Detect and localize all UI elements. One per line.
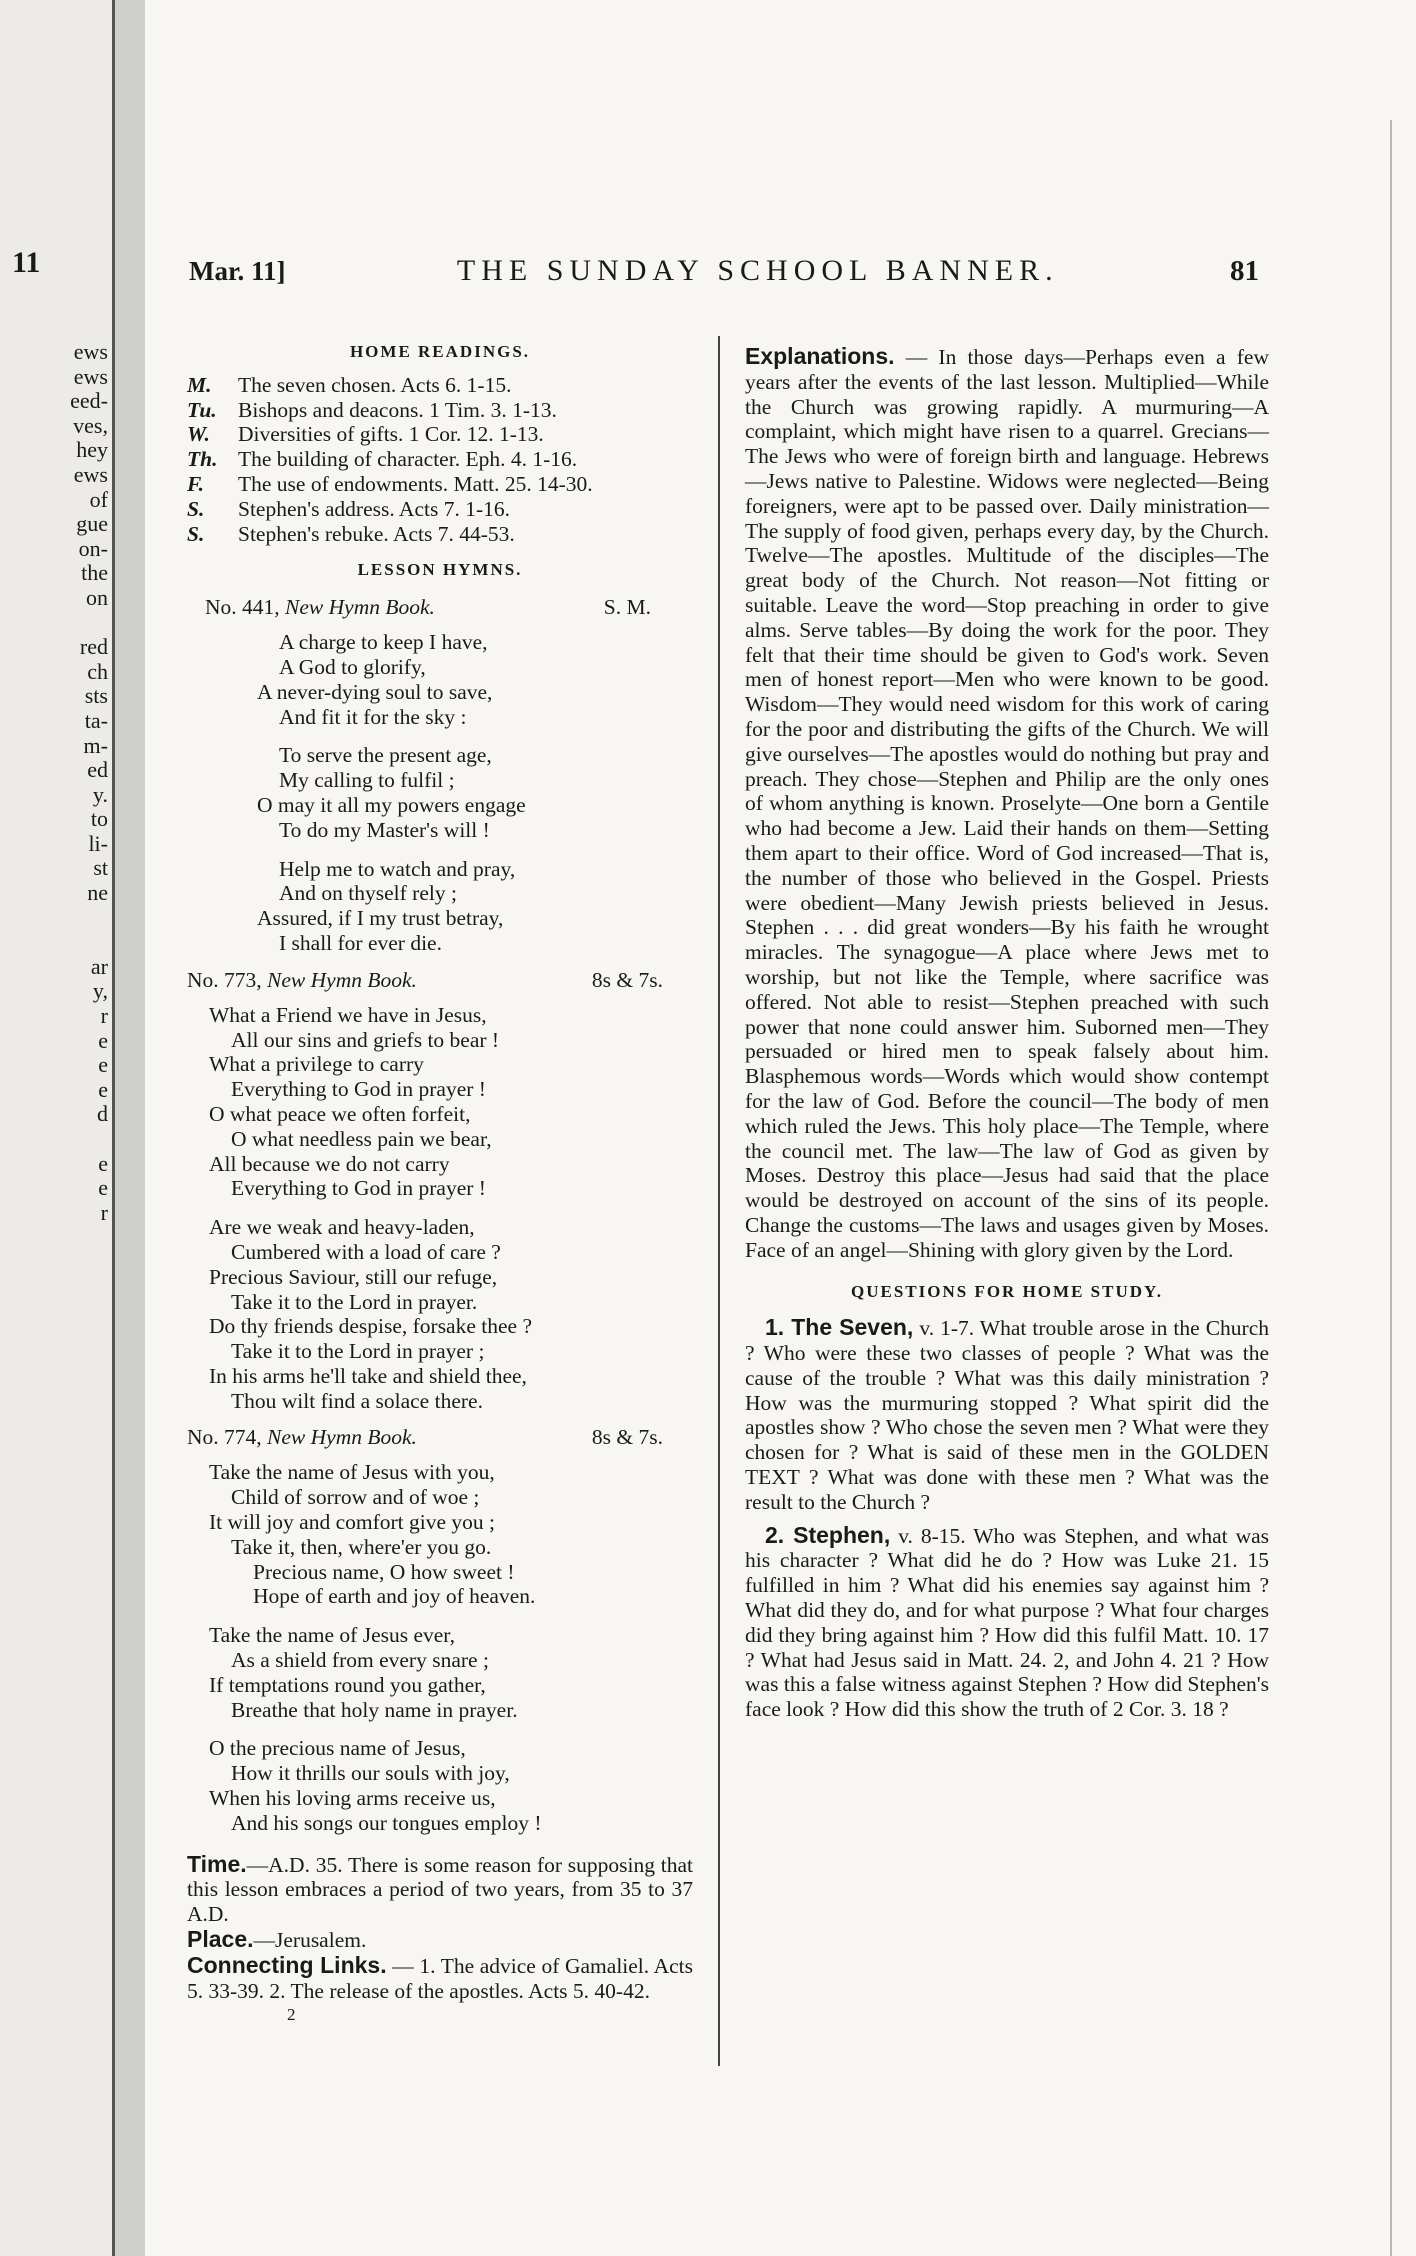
hymn-meter: 8s & 7s. [591,967,663,992]
facing-page-fragments [0,340,112,1225]
reading-text: Bishops and deacons. 1 Tim. 3. 1-13. [238,397,557,422]
question-section-label: 1. The Seven, [765,1314,914,1341]
explanations-text: — In those days—Perhaps even a few years after the events of the last lesson. Multiplied—While the Church was growing rapidly. A murmuring—A complaint, which might have risen to a quarrel. Grecians—The Jews who were of foreign birth and language. Hebrews—Jews native to Palestine. Widows were neglected—Being foreigners, were apt to be passed over. Daily ministration—The supply of food given, perhaps every day, by the Church. Twelve—The apostles. Multitude of the disciples—The great body of the Church. Not reason—Not fitting or suitable. Leave the word—Stop preaching in order to give alms. Serve tables—By doing the work for the poor. They felt that their time should be given to God's work. Seven men of honest report—Men who were known to be good. Wisdom—They would need wisdom for this work of caring for the poor and distributing the gifts of the Church. We will give ourselves—The apostles would do nothing but pray and preach. They chose—Stephen and Philip are the only ones of whom anything is known. Proselyte—One born a Gentile who had become a Jew. Laid their hands on them—Setting them apart to their office. Word of God increased—That is, the number of those who believed in the Gospel. Priests were obedient—Many Jewish priests believed in Jesus. Stephen . . . did great wonders—By his faith he wrought miracles. The synagogue—A place where Jews met to worship, but not like the Temple, where sacrifice was offered. Not able to resist—Stephen preached with such power that none could answer him. Suborned men—They persuaded or hired men to speak falsely about him. Blasphemous words—Words which would show contempt for the law of God. Before the council—The body of men which ruled the Jews. This holy place—The Temple, where the council met. The law—The law of God as given by Moses. Destroy this place—Jesus had said that the place would be destroyed on account of the sins of its people. Change the customs—The laws and usages given by Moses. Face of an angel—Shining with glory given by the Lord. [745,345,1269,1262]
page [145,0,1416,2256]
reading-text: The building of character. Eph. 4. 1-16. [238,447,578,472]
hymn-line: O what peace we often forfeit, [209,1101,471,1126]
hymn-line: Take the name of Jesus ever, [209,1623,455,1648]
connecting-links-text: — 1. The advice of Gamaliel. Acts 5. 33-39. 2. The release of the apostles. Acts 5. 40-42. [187,1953,693,2003]
header-date: Mar. 11] [189,256,286,286]
facing-page-fragment: r [100,1199,108,1225]
explanations-label: Explanations. [745,343,895,369]
reading-day: S. [187,521,205,546]
facing-page-fragment: e [98,1175,108,1201]
hymn-line: Cumbered with a load of care ? [231,1239,501,1264]
hymn-line: A God to glorify, [279,654,426,679]
hymn-stanza [187,1623,693,1722]
reading-item [187,373,693,398]
hymn-line: Take the name of Jesus with you, [209,1460,495,1485]
facing-page-fragment: r [100,1003,108,1029]
hymn-number: No. 773, [187,967,268,992]
hymn-meter: 8s & 7s. [591,1425,663,1450]
questions-list [745,1315,1269,1722]
hymn-line: In his arms he'll take and shield thee, [209,1363,527,1388]
question-section-text: What trouble arose in the Church ? Who were these two classes of people ? What was the cause of the trouble ? What was this daily ministration ? How was the murmuring stopped ? What spirit did the apostles show ? Who chose the seven men ? What were they chosen for ? What is said of these men in the GOLDEN TEXT ? What was done with these men ? What was the result to the Church ? [745,1316,1270,1514]
hymn-line: What a privilege to carry [209,1052,424,1077]
hymn-line: And fit it for the sky : [279,704,467,729]
hymn-number: No. 441, [205,595,286,620]
hymn-line: Take it to the Lord in prayer ; [231,1339,485,1364]
facing-page-fragment: y. [92,781,108,807]
question-section [745,1523,1269,1722]
place-text: —Jerusalem. [253,1928,367,1953]
hymn-line: A never-dying soul to save, [257,679,493,704]
facing-page-fragment [0,930,108,955]
reading-item [187,422,693,447]
facing-page-fragment: ch [87,658,108,684]
hymn-line: Do thy friends despise, forsake thee ? [209,1314,532,1339]
facing-page-fragment: ed [87,757,108,783]
reading-day: Tu. [187,397,217,422]
facing-page-fragment: to [90,806,108,832]
gutter [115,0,145,2256]
hymn-heading [187,595,693,620]
reading-text: Stephen's rebuke. Acts 7. 44-53. [238,521,515,546]
hymn-line: All because we do not carry [209,1151,450,1176]
hymn-line: Child of sorrow and of woe ; [231,1485,480,1510]
facing-page-fragment: ta- [84,707,108,733]
hymn-line: I shall for ever die. [279,930,442,955]
reading-text: The use of endowments. Matt. 25. 14-30. [238,471,593,496]
reading-item [187,522,693,547]
facing-page-fragment: e [98,1052,108,1078]
hymn-line: Precious name, O how sweet ! [253,1559,515,1584]
hymn-line: O may it all my powers engage [257,792,526,817]
hymn-line: O the precious name of Jesus, [209,1736,466,1761]
hymn-line: Precious Saviour, still our refuge, [209,1264,498,1289]
hymn-number-and-book [187,1425,417,1450]
hymn-line: A charge to keep I have, [279,630,488,655]
header-page-number: 81 [1229,255,1259,287]
time-text: —A.D. 35. There is some reason for supposing that this lesson embraces a period of two years, from 35 to 37 A.D. [187,1852,693,1927]
hymn-stanza [187,1003,693,1201]
hymn-number-and-book [187,968,417,993]
reading-item [187,472,693,497]
hymn-line: My calling to fulfil ; [279,768,455,793]
hymn-line: If temptations round you gather, [209,1672,486,1697]
hymn-line: It will joy and comfort give you ; [209,1510,496,1535]
reading-text: The seven chosen. Acts 6. 1-15. [238,372,512,397]
reading-day: Th. [187,447,218,472]
hymn-stanza [187,630,693,729]
facing-page-edge [0,0,115,2256]
hymn-line: To do my Master's will ! [279,817,490,842]
reading-day: S. [187,496,205,521]
facing-page-fragment: ves, [73,412,108,438]
reading-day: M. [187,372,212,397]
hymn-line: Hope of earth and joy of heaven. [253,1584,536,1609]
lesson-hymns-title: LESSON HYMNS. [357,560,523,580]
lesson-hymns [187,595,693,1835]
facing-page-fragment: on [86,584,108,610]
hymn-line: What a Friend we have in Jesus, [209,1002,487,1027]
hymn-line: When his loving arms receive us, [209,1786,496,1811]
column-divider [718,336,720,2066]
reading-text: Stephen's address. Acts 7. 1-16. [238,496,510,521]
explanations-paragraph [745,344,1269,1262]
facing-page-fragment: st [93,855,108,881]
hymn-line: All our sins and griefs to bear ! [231,1027,500,1052]
facing-page-fragment: ar [90,953,108,979]
signature-mark: 2 [287,2005,296,2025]
facing-page-fragment: sts [84,683,108,709]
facing-page-fragment [0,1127,108,1152]
facing-page-fragment: li- [88,830,108,856]
facing-page-fragment: e [98,1027,108,1053]
hymn-line: Everything to God in prayer ! [231,1176,486,1201]
facing-page-fragment: red [79,634,108,660]
hymn-line: As a shield from every snare ; [231,1648,489,1673]
facing-page-fragment: the [81,560,108,586]
hymn-heading [187,1425,693,1450]
facing-page-fragment: eed- [70,388,108,414]
connecting-links-paragraph [187,1953,693,2004]
question-section-text: Who was Stephen, and what was his character ? What did he do ? How was Luke 21. 15 fulfilled in him ? What did his enemies say against him ? What did they do, and for what purpose ? What four charges did they bring against him ? How did this fulfil Matt. 10. 17 ? What had Jesus said in Matt. 24. 2, and John 4. 21 ? How was this a false witness against Stephen ? How did Stephen's face look ? How did this show the truth of 2 Cor. 3. 18 ? [745,1523,1270,1722]
facing-page-fragment: ews [73,461,108,487]
reading-item [187,447,693,472]
facing-page-fragment: m- [83,732,108,758]
hymn-line: Take it, then, where'er you go. [231,1534,492,1559]
hymn-stanza [187,743,693,842]
hymn-stanza [187,1460,693,1609]
hymn-line: And his songs our tongues employ ! [231,1810,542,1835]
facing-page-fragment: ews [73,339,108,364]
questions-title: QUESTIONS FOR HOME STUDY. [851,1282,1163,1302]
facing-page-fragment [0,611,108,636]
reading-item [187,497,693,522]
hymn-line: And on thyself rely ; [279,881,457,906]
facing-page-fragment: e [98,1150,108,1176]
facing-page-fragment: ews [73,363,108,389]
facing-page-fragment: d [97,1101,108,1127]
time-label: Time. [187,1850,247,1877]
hymn-line: Breathe that holy name in prayer. [231,1697,518,1722]
reading-item [187,398,693,423]
hymn-meter: S. M. [603,595,651,620]
question-section-label: 2. Stephen, [765,1521,891,1548]
hymn-number: No. 774, [187,1425,268,1450]
reading-text: Diversities of gifts. 1 Cor. 12. 1-13. [238,422,544,447]
facing-page-fragment: on- [78,535,108,561]
page-edge-line [1390,120,1392,2256]
time-paragraph [187,1852,693,1927]
facing-page-fragment: of [89,486,108,512]
hymn-line: How it thrills our souls with joy, [231,1761,510,1786]
question-section-ref: v. 1-7. [913,1316,975,1341]
question-section [745,1315,1269,1514]
facing-page-fragment [0,906,108,931]
home-readings-list [187,373,693,547]
header-title: THE SUNDAY SCHOOL BANNER. [456,254,1059,287]
facing-page-number: 11 [12,246,41,279]
hymn-line: Assured, if I my trust betray, [257,906,504,931]
question-section-ref: v. 8-15. [890,1523,966,1548]
running-header [189,254,1259,300]
facing-page-fragment: e [98,1076,108,1102]
hymn-line: Take it to the Lord in prayer. [231,1289,478,1314]
facing-page-fragment: gue [76,511,108,537]
place-label: Place. [187,1926,254,1953]
hymn-number-and-book [205,595,435,620]
home-readings-title: HOME READINGS. [349,342,531,361]
hymn-book: New Hymn Book. [285,595,435,620]
reading-day: W. [187,422,210,447]
hymn-stanza [187,857,693,956]
facing-page-fragment: y, [92,978,108,1004]
right-column [745,344,1269,1722]
hymn-book: New Hymn Book. [267,967,417,992]
hymn-line: Help me to watch and pray, [279,856,516,881]
hymn-line: Everything to God in prayer ! [231,1077,486,1102]
hymn-stanza [187,1215,693,1413]
place-paragraph [187,1927,693,1953]
left-column [187,340,693,2028]
reading-day: F. [187,471,204,496]
hymn-line: Thou wilt find a solace there. [231,1388,483,1413]
hymn-stanza [187,1736,693,1835]
hymn-book: New Hymn Book. [267,1425,417,1450]
hymn-heading [187,968,693,993]
hymn-line: Are we weak and heavy-laden, [209,1215,475,1240]
facing-page-fragment: hey [76,437,108,463]
facing-page-fragment: ne [87,880,108,906]
connecting-links-label: Connecting Links. [187,1951,387,1978]
hymn-line: To serve the present age, [279,743,492,768]
hymn-line: O what needless pain we bear, [231,1126,492,1151]
